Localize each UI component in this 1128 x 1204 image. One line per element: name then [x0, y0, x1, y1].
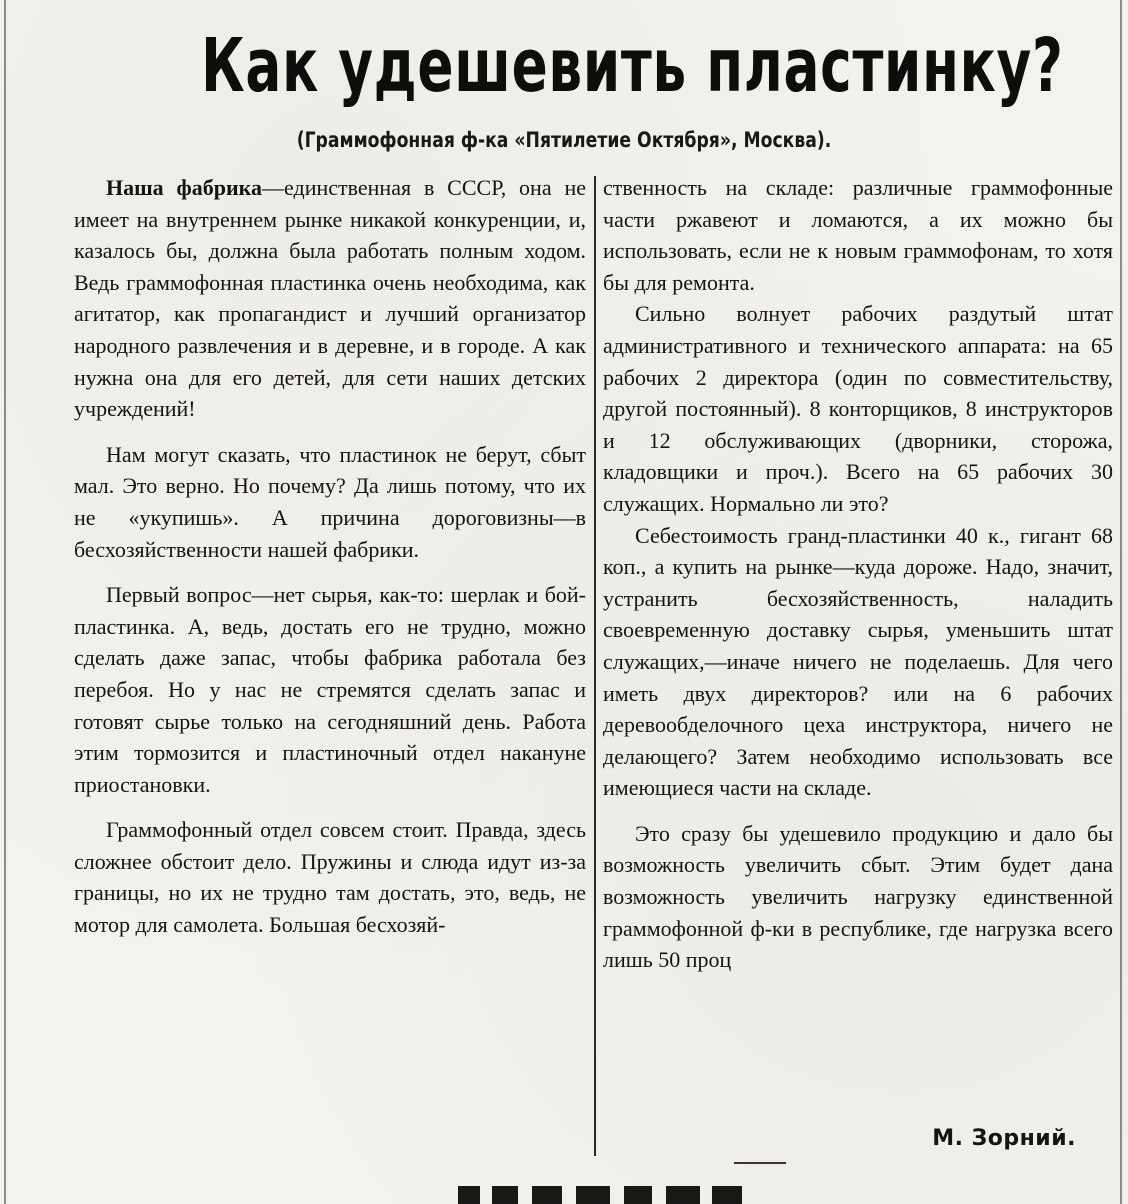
- paragraph-continuation: [603, 172, 1113, 298]
- article-subtitle: (Граммофонная ф-ка «Пятилетие Октября», Москва).: [296, 128, 832, 152]
- paragraph-text: Нам могут сказать, что пластинок не берут, сбыт мал. Это верно. Но почему? Да лишь потому, что их не «укупишь». А причина дороговизны—в бесхозяйственности нашей фабрики.: [74, 441, 586, 562]
- section-rule: [734, 1162, 786, 1164]
- left-column: [74, 172, 586, 941]
- paragraph-text: Это сразу бы удешевило продукцию и дало бы возможность увеличить сбыт. Этим будет дана возможность увеличить нагрузку единственной граммофонной ф-ки в республике, где нагрузка всего лишь 50 проц: [603, 820, 1113, 973]
- paragraph-text: Граммофонный отдел совсем стоит. Правда, здесь сложнее обстоит дело. Пружины и слюда идут из-за границы, но их не трудно там достать, это, ведь, не мотор для самолета. Большая бесхозяй-: [74, 817, 586, 938]
- paragraph-text: Первый вопрос—нет сырья, как-то: шерлак и бой-пластинка. А, ведь, достать его не трудно, можно сделать даже запас, чтобы фабрика работала без перебоя. Но у нас не стремятся сделать запас и готовят сырье только на сегодняшний день. Работа этим тормозится и пластиночный отдел накануне приостановки.: [74, 582, 586, 797]
- paragraph-text: Себестоимость гранд-пластинки 40 к., гигант 68 коп., а купить на рынке—куда дороже. Надо, значит, устранить бесхозяйственность, наладить своевременную доставку сырья, уменьшить штат служащих,—иначе ничего не поделаешь. Для чего иметь двух директоров? или на 6 рабочих деревообделочного цеха инструктора, ничего не делающего? Затем необходимо использовать все имеющиеся части на складе.: [603, 522, 1113, 801]
- paragraph-text: ственность на складе: различные граммофонные части ржавеют и ломаются, а их можно бы использовать, если не к новым граммофонам, то хотя бы для ремонта.: [603, 175, 1113, 295]
- paragraph: [74, 172, 586, 425]
- paragraph: [603, 298, 1113, 519]
- right-page-edge: [1120, 0, 1122, 1204]
- right-column: [603, 172, 1113, 976]
- paragraph-text: —единственная в СССР, она не имеет на внутреннем рынке никакой конкуренции, и, казалось бы, должна была работать полным ходом. Ведь граммофонная пластинка очень необходима, как агитатор, как пропагандист и лучший организатор народного развлечения и в деревне, и в городе. А как нужна она для его детей, для сети наших детских учреждений!: [74, 175, 586, 422]
- cropped-next-headline: [440, 1176, 760, 1204]
- author-signature: М. Зорний.: [932, 1126, 1076, 1151]
- paragraph-lead: Наша фабрика: [106, 175, 263, 200]
- paragraph: [603, 520, 1113, 804]
- left-page-edge: [4, 0, 6, 1204]
- column-divider: [594, 176, 597, 1156]
- paragraph-text: Сильно волнует рабочих раздутый штат административного и технического аппарата: на 65 рабочих 2 директора (один по совместительству, другой постоянный). 8 конторщиков, 8 инструкторов и 12 обслуживающих (дворники, сторожа, кладовщики и проч.). Всего на 65 рабочих 30 служащих. Нормально ли это?: [603, 301, 1113, 516]
- paragraph: [74, 579, 586, 800]
- article-title: Как удешевить пластинку?: [201, 23, 1064, 109]
- paragraph: [74, 814, 586, 940]
- paragraph: [603, 818, 1113, 976]
- paragraph: [74, 439, 586, 565]
